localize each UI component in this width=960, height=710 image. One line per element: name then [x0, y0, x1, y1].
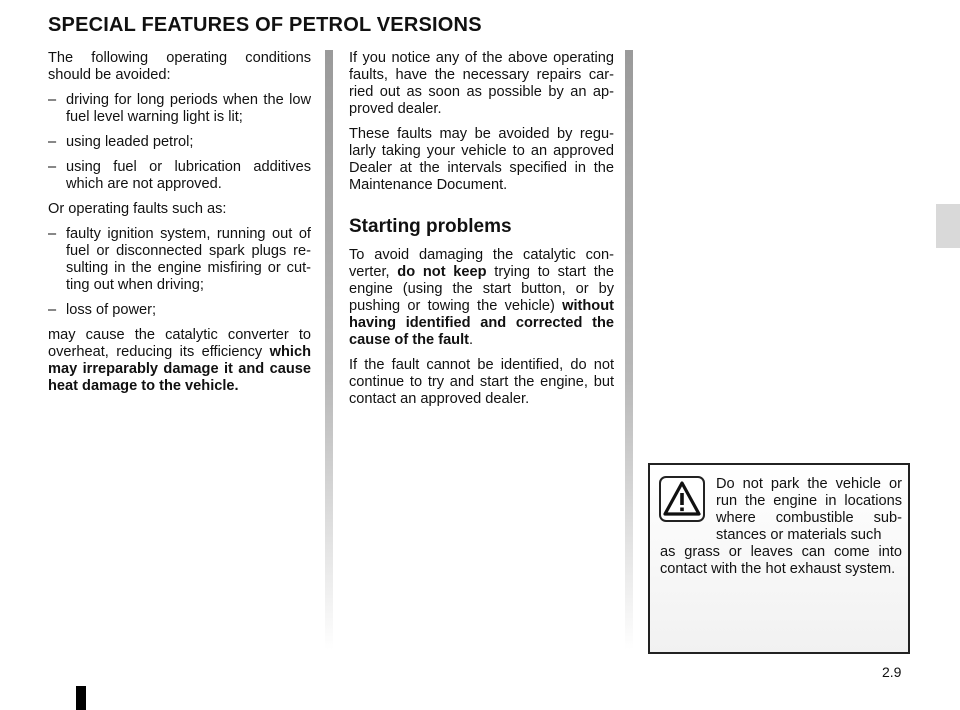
section-heading: Starting problems — [349, 216, 512, 237]
left-column — [48, 50, 311, 403]
column-divider-right — [625, 50, 633, 650]
right-column — [349, 50, 614, 416]
list-item — [48, 226, 311, 294]
maintenance-paragraph: These faults may be avoided by regu-larly taking your vehicle to an approved Dealer at the intervals specified in the Maintenance Document. — [349, 126, 614, 193]
list-item — [48, 159, 311, 193]
warning-box — [648, 463, 910, 654]
closing-bold-text: which may irreparably damage it and cause heat damage to the vehicle. — [48, 344, 311, 394]
list-dash: – — [48, 226, 57, 242]
closing-paragraph — [48, 327, 311, 395]
list-item-text: driving for long periods when the low fuel level warning light is lit; — [66, 92, 311, 125]
or-paragraph: Or operating faults such as: — [48, 201, 227, 217]
starting-text: . — [469, 332, 474, 348]
column-divider-left — [325, 50, 333, 650]
list-item-text: faulty ignition system, running out of fuel or disconnected spark plugs re-sulting in the engine misfiring or cut-ting out when driving; — [66, 226, 311, 293]
list-dash: – — [48, 302, 57, 318]
section-tab — [936, 204, 960, 248]
warning-text: as grass or leaves can come into contact with the hot exhaust system. — [660, 544, 902, 577]
warning-triangle-icon — [659, 476, 705, 522]
list-item — [48, 134, 311, 151]
list-item — [48, 302, 311, 319]
starting-bold-text: without having identified and corrected the cause of the fault — [349, 298, 614, 348]
list-item — [48, 92, 311, 126]
list-item-text: using leaded petrol; — [66, 134, 194, 150]
intro-paragraph: The following operating conditions should be avoided: — [48, 50, 311, 83]
closing-text: may cause the catalytic converter to overheat, reducing its efficiency — [48, 327, 311, 360]
starting-bold-text: do not keep — [397, 264, 487, 280]
repair-paragraph: If you notice any of the above operating faults, have the necessary repairs car-ried out as soon as possible by an ap-proved dealer. — [349, 50, 614, 117]
starting-text: trying to start the engine (using the start button, or by pushing or towing the vehicle) — [349, 264, 615, 314]
list-dash: – — [48, 92, 57, 108]
list-item-text: loss of power; — [66, 302, 157, 318]
corner-mark — [76, 686, 86, 710]
list-dash: – — [48, 159, 57, 175]
warning-text: Do not park the vehicle or run the engine in locations where combustible sub-stances or materials such — [716, 476, 902, 543]
page-title: SPECIAL FEATURES OF PETROL VERSIONS — [48, 14, 482, 36]
starting-text: To avoid damaging the catalytic con-verter, — [349, 247, 614, 280]
list-item-text: using fuel or lubrication additives which are not approved. — [66, 159, 311, 192]
page-number: 2.9 — [882, 664, 902, 680]
list-dash: – — [48, 134, 57, 150]
starting-paragraph — [349, 247, 614, 349]
fault-paragraph: If the fault cannot be identified, do not continue to try and start the engine, but contact an approved dealer. — [349, 357, 614, 407]
